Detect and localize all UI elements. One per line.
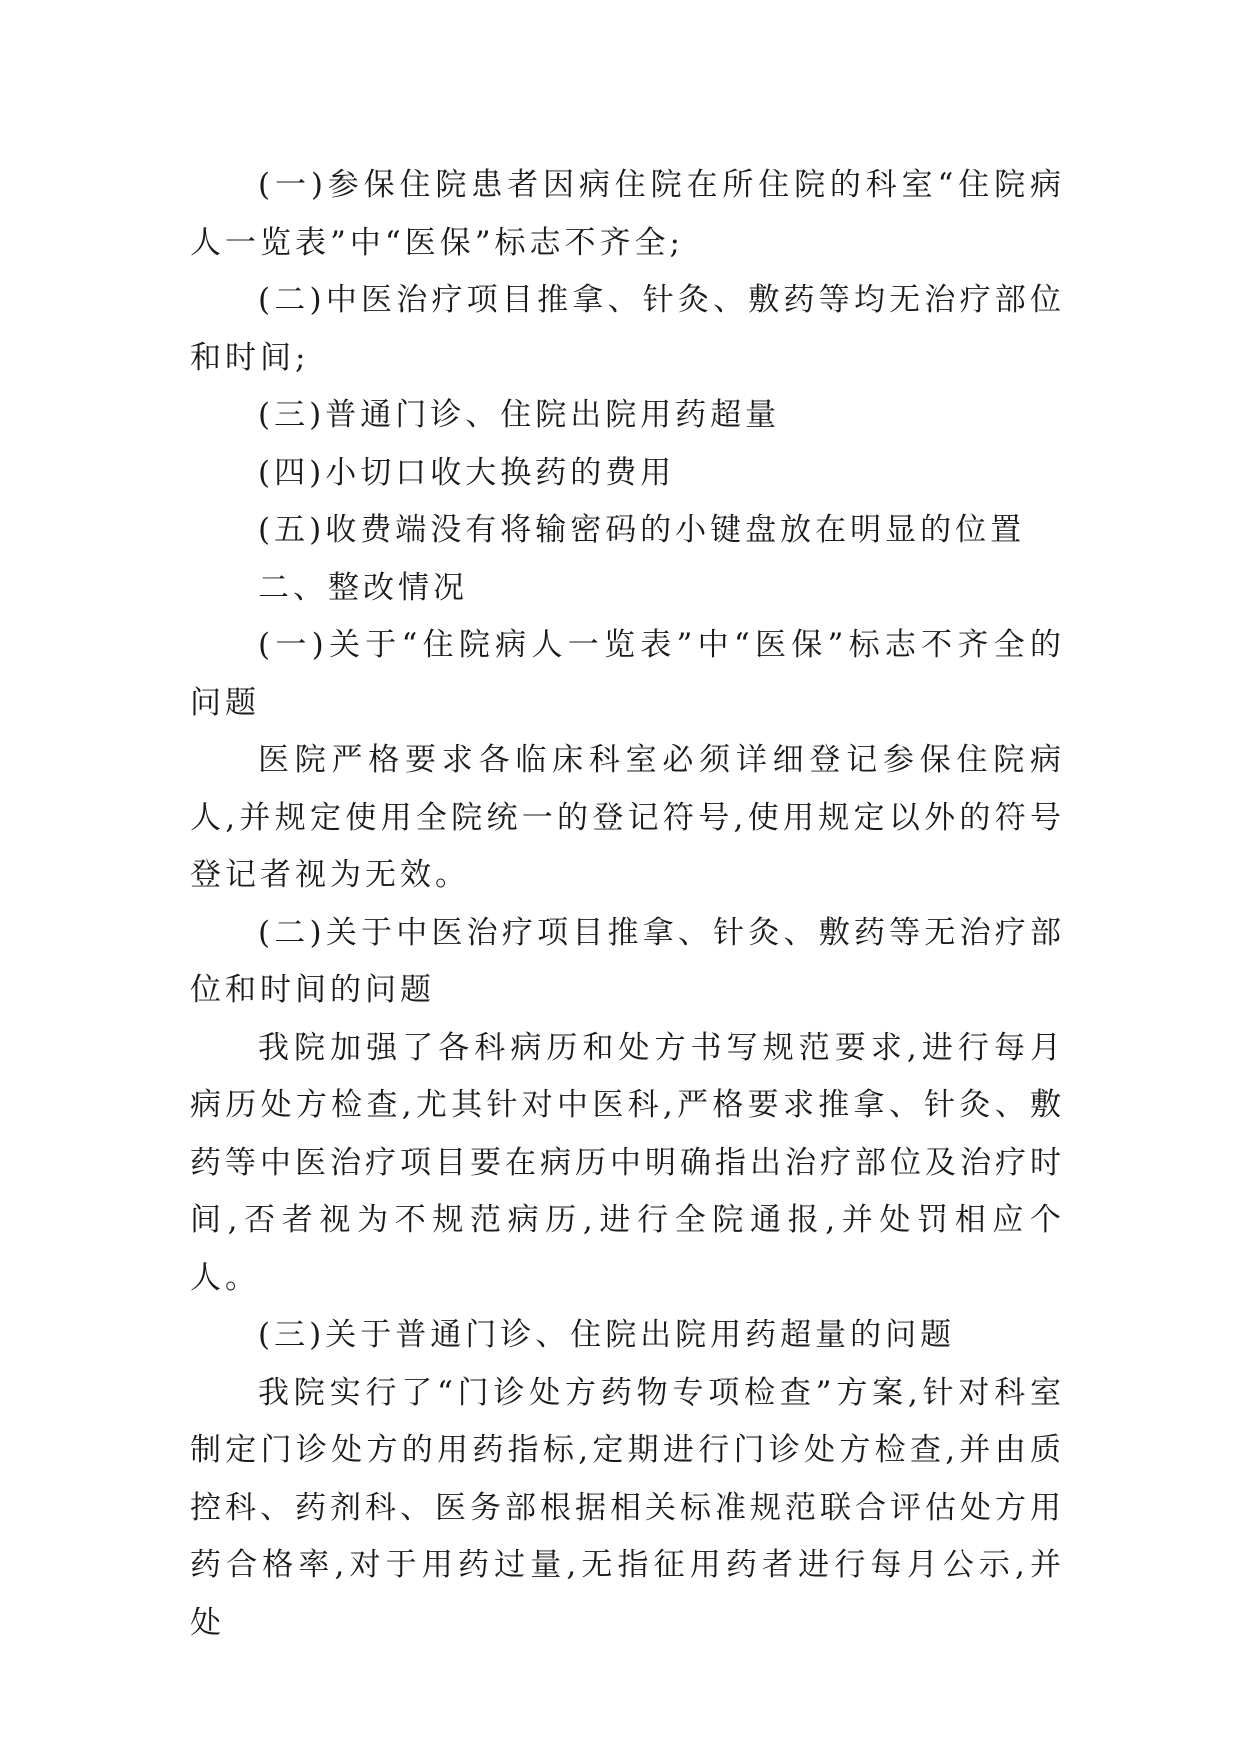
paragraph-issue-4: (四)小切口收大换药的费用	[258, 454, 676, 491]
paragraph-rectification-2: 我院加强了各科病历和处方书写规范要求,进行每月病历处方检查,尤其针对中医科,严格要求推拿、针灸、敷药等中医治疗项目要在病历中明确指出治疗部位及治疗时间,否者视为不规范病历,进行全院通报,并处罚相应个人。	[190, 1029, 1065, 1296]
document-body	[190, 157, 1065, 1652]
paragraph-rectification-1: 医院严格要求各临床科室必须详细登记参保住院病人,并规定使用全院统一的登记符号,使用规定以外的符号登记者视为无效。	[190, 742, 1065, 893]
paragraph-issue-2: (二)中医治疗项目推拿、针灸、敷药等均无治疗部位和时间;	[190, 282, 1065, 376]
paragraph-rectification-3: 我院实行了“门诊处方药物专项检查”方案,针对科室制定门诊处方的用药指标,定期进行门诊处方检查,并由质控科、药剂科、医务部根据相关标准规范联合评估处方用药合格率,对于用药过量,无指征用药者进行每月公示,并处	[190, 1374, 1065, 1641]
subheading-rectification-2: (二)关于中医治疗项目推拿、针灸、敷药等无治疗部位和时间的问题	[190, 914, 1065, 1008]
section-heading-rectification: 二、整改情况	[258, 569, 468, 606]
paragraph-issue-5: (五)收费端没有将输密码的小键盘放在明显的位置	[258, 512, 1026, 548]
subheading-rectification-3: (三)关于普通门诊、住院出院用药超量的问题	[258, 1317, 956, 1353]
paragraph-issue-1: (一)参保住院患者因病住院在所住院的科室“住院病人一览表”中“医保”标志不齐全;	[190, 167, 1065, 261]
paragraph-issue-3: (三)普通门诊、住院出院用药超量	[258, 397, 781, 433]
subheading-rectification-1: (一)关于“住院病人一览表”中“医保”标志不齐全的问题	[190, 627, 1065, 721]
